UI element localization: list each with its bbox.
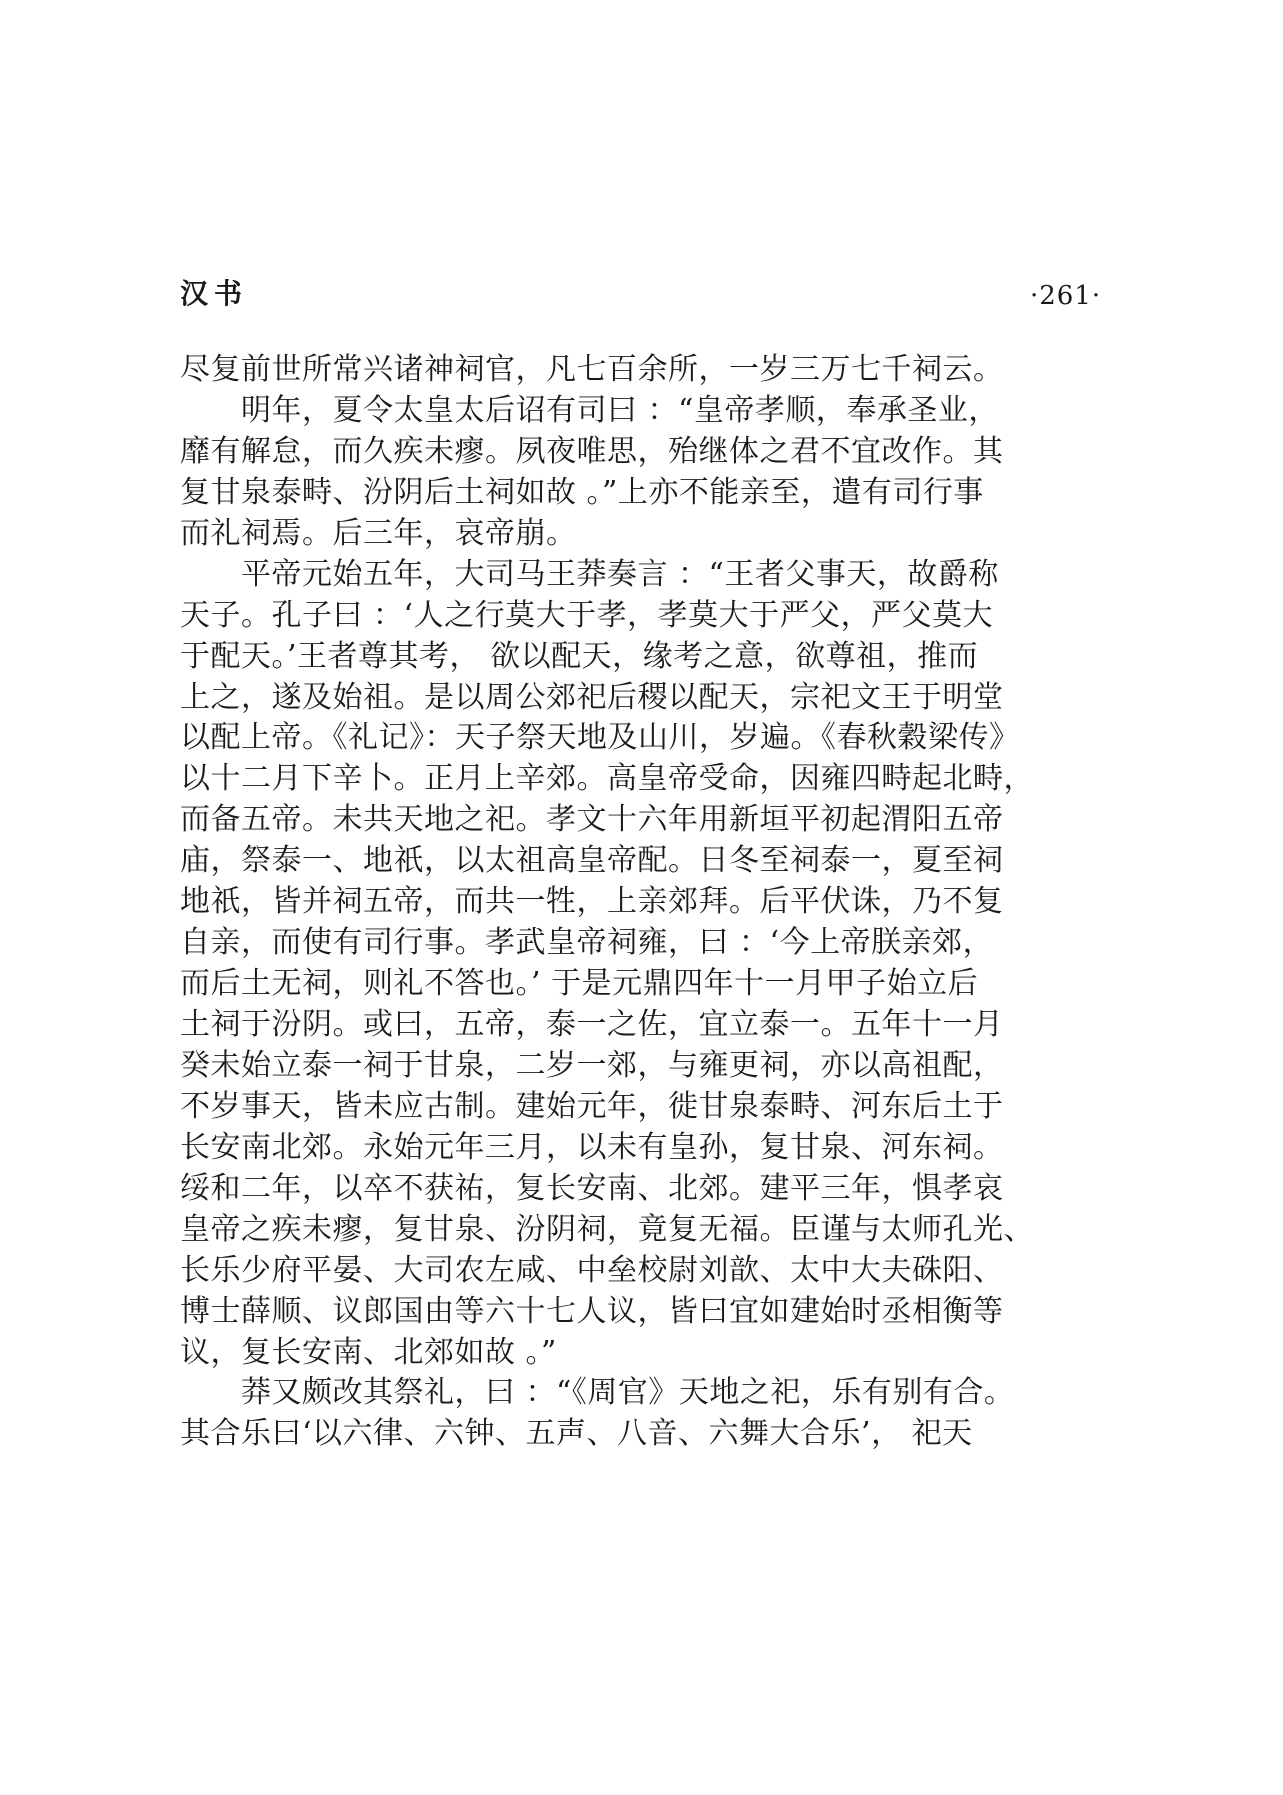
text-line: 而礼祠焉。后三年，哀帝崩。 (180, 515, 577, 551)
text-line: 莽又颇改其祭礼，曰 ：“《周官》天地之祀，乐有别有合。 (180, 1375, 1015, 1411)
text-line: 尽复前世所常兴诸神祠官，凡七百余所，一岁三万七千祠云。 (180, 352, 1004, 387)
text-line: 长乐少府平晏、大司农左咸、中垒校尉刘歆、太中大夫硃阳、 (180, 1252, 1004, 1288)
text-line: 议，复长安南、北郊如故 。” (180, 1334, 557, 1370)
text-line: 复甘泉泰畤、汾阴后土祠如故 。”上亦不能亲至，遣有司行事 (180, 474, 984, 510)
text-line: 不岁事天，皆未应古制。建始元年，徙甘泉泰畤、河东后土于 (180, 1088, 1004, 1124)
text-line: 土祠于汾阴。或曰，五帝，泰一之佐，宜立泰一。五年十一月 (180, 1007, 1004, 1042)
text-line: 而后土无祠，则礼不答也。’ 于是元鼎四年十一月甲子始立后 (180, 966, 979, 1002)
text-line: 平帝元始五年，大司马王莽奏言 ：“王者父事天，故爵称 (180, 556, 999, 592)
text-line: 自亲，而使有司行事。孝武皇帝祠雍，曰 ：‘今上帝朕亲郊， (180, 925, 994, 961)
text-line: 以十二月下辛卜。正月上辛郊。高皇帝受命，因雍四畤起北畤， (180, 761, 1034, 797)
text-line: 皇帝之疾未瘳，复甘泉、汾阴祠，竟复无福。臣谨与太师孔光、 (180, 1211, 1034, 1247)
text-line: 上之，遂及始祖。是以周公郊祀后稷以配天，宗祀文王于明堂 (180, 679, 1004, 715)
text-line: 绥和二年，以卒不获祐，复长安南、北郊。建平三年，惧孝哀 (180, 1170, 1004, 1206)
text-line: 天子。孔子曰 ：‘人之行莫大于孝，孝莫大于严父，严父莫大 (180, 597, 994, 633)
text-line: 庙，祭泰一、地祇，以太祖高皇帝配。日冬至祠泰一，夏至祠 (180, 843, 1004, 879)
text-line: 长安南北郊。永始元年三月，以未有皇孙，复甘泉、河东祠。 (180, 1129, 1004, 1165)
text-line: 癸未始立泰一祠于甘泉，二岁一郊，与雍更祠，亦以高祖配， (180, 1047, 1004, 1083)
text-line: 地祇，皆并祠五帝，而共一牲，上亲郊拜。后平伏诛，乃不复 (180, 884, 1004, 920)
text-line: 其合乐曰‘以六律、六钟、五声、八音、六舞大合乐’， 祀天 (180, 1416, 973, 1452)
page-number: ·261· (1030, 281, 1102, 311)
text-line: 明年，夏令太皇太后诏有司曰 ：“皇帝孝顺，奉承圣业， (180, 392, 999, 428)
text-line: 靡有解怠，而久疾未瘳。夙夜唯思，殆继体之君不宜改作。其 (180, 433, 1004, 469)
text-line: 博士薛顺、议郎国由等六十七人议，皆曰宜如建始时丞相衡等 (180, 1293, 1004, 1329)
text-line: 而备五帝。未共天地之祀。孝文十六年用新垣平初起渭阳五帝 (180, 802, 1004, 838)
running-head-title: 汉书 (180, 277, 249, 310)
text-line: 于配天。’王者尊其考， 欲以配天，缘考之意，欲尊祖，推而 (180, 638, 979, 674)
text-line: 以配上帝。《礼记》：天子祭天地及山川，岁遍。《春秋穀梁传》 (180, 720, 1020, 756)
body-text (180, 350, 1140, 1455)
